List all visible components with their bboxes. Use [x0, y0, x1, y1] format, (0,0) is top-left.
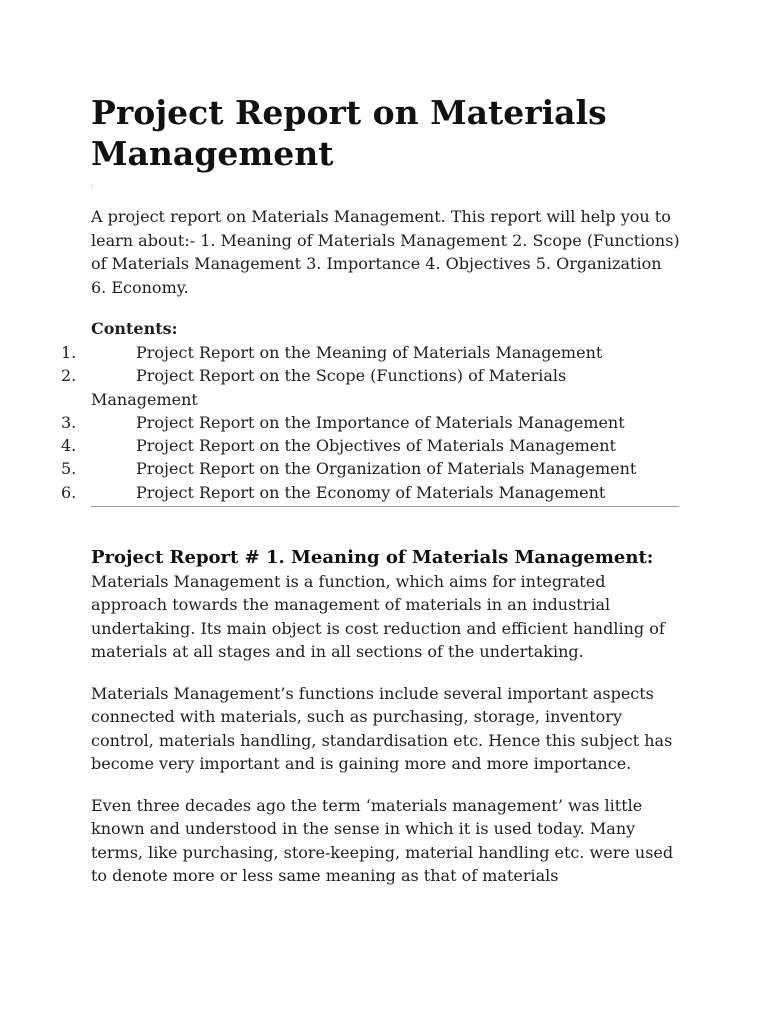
toc-link[interactable]: Project Report on the Importance of Materials Management [136, 412, 625, 432]
table-of-contents [61, 341, 661, 504]
toc-link[interactable]: Project Report on the Objectives of Materials Management [136, 436, 616, 456]
toc-number: 5. [61, 459, 77, 479]
body-paragraph: Materials Management’s functions include several important aspects connected with materials, such as purchasing, storage, inventory control, materials handling, standardisation etc. Hence this subject has become very important and is gaining more and more importance. [91, 684, 673, 773]
toc-item-objectives[interactable] [61, 434, 661, 457]
toc-link[interactable]: Project Report on the Economy of Materials Management [136, 482, 606, 502]
toc-item-importance[interactable] [61, 411, 661, 434]
intro-paragraph: A project report on Materials Management. This report will help you to learn about:- 1. Meaning of Materials Management 2. Scope (Functions) of Materials Management 3. Importance 4. Objectives 5. Organization 6. Economy. [91, 207, 680, 297]
body-paragraph: Materials Management is a function, which aims for integrated approach towards the management of materials in an industrial undertaking. Its main object is cost reduction and efficient handling of materials at all stages and in all sections of the undertaking. [91, 572, 665, 661]
toc-number: 4. [61, 436, 77, 456]
toc-link[interactable]: Project Report on the Meaning of Materials Management [136, 343, 603, 362]
toc-item-organization[interactable] [61, 457, 661, 480]
toc-item-scope[interactable] [61, 364, 661, 411]
toc-link[interactable]: Project Report on the Scope (Functions) of Materials Management [91, 366, 567, 409]
toc-item-economy[interactable] [61, 481, 661, 504]
document-title: Project Report on Materials Management [91, 93, 607, 173]
toc-number: 3. [61, 412, 77, 432]
toc-number: 2. [61, 366, 77, 386]
body-paragraph: Even three decades ago the term ‘materials management’ was little known and understood in the sense in which it is used today. Many terms, like purchasing, store-keeping, material handling etc. were used to denote more or less same meaning as that of materials [91, 796, 674, 885]
toc-link[interactable]: Project Report on the Organization of Materials Management [136, 459, 637, 479]
toc-number: 1. [61, 343, 77, 362]
toc-item-meaning[interactable] [61, 341, 661, 364]
contents-heading: Contents: [91, 319, 178, 338]
anchor-marker: : [91, 182, 94, 190]
section-heading: Project Report # 1. Meaning of Materials Management: [91, 547, 654, 568]
toc-number: 6. [61, 482, 77, 502]
divider [91, 506, 679, 507]
